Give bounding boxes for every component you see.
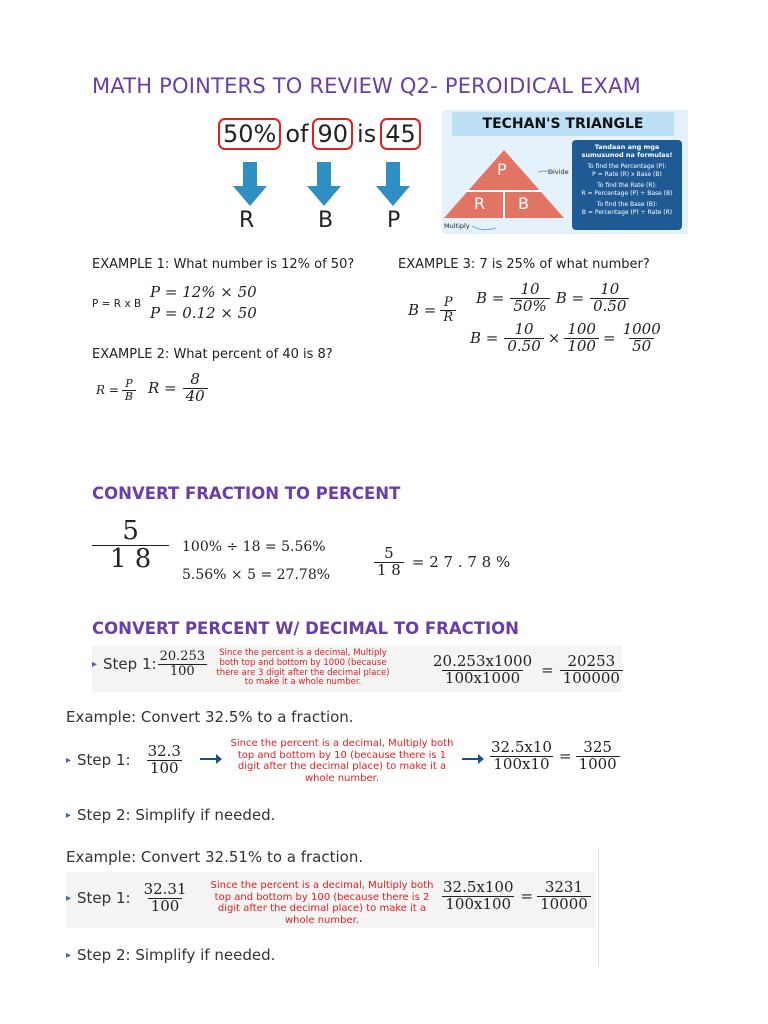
formula-1-title: To find the Percentage (P): [587,163,667,171]
step-a [92,650,208,678]
fraction-denominator: 100 [147,760,182,777]
example-1-question: EXAMPLE 1: What number is 12% of 50? [92,257,355,272]
is-word: is [357,120,377,148]
fraction-numerator: 10 [600,280,620,298]
fraction-numerator: 20253 [567,652,616,670]
of-word: of [285,120,309,148]
fraction-numerator: 20.253x1000 [433,652,533,670]
fraction-numerator: 100 [567,320,596,338]
step-2-label: Step 2: Simplify if needed. [77,946,276,964]
r-eq: R = [96,383,119,398]
fraction-step-2: 5.56% × 5 = 27.78% [182,567,331,583]
example-c-heading: Example: Convert 32.51% to a fraction. [66,848,364,866]
label-percentage: P [387,208,401,233]
fraction-numerator: 3231 [544,878,584,896]
p-over-r [440,296,456,324]
fraction-denominator: 100 [158,664,207,679]
example-c-calc [440,880,591,913]
b-eq: B = [476,289,505,308]
fraction [590,282,629,315]
divider [598,848,599,966]
right-arrow-icon [200,754,222,764]
example-b-step-1 [66,744,184,777]
times-sign: × [547,329,561,348]
fraction-numerator: 325 [583,738,612,756]
fraction [430,654,535,687]
down-arrow-icon [376,162,410,206]
fraction-numerator: 10 [514,320,534,338]
fraction-denominator: 10000 [537,896,591,913]
step-2-label: Step 2: Simplify if needed. [77,806,276,824]
b-eq: B = [555,289,585,308]
example-1-line-2: P = 0.12 × 50 [150,304,257,322]
fraction-denominator: 100x1000 [442,670,523,687]
fraction-denominator: 50 [629,338,654,355]
fraction [510,282,549,315]
r-eq: R = [148,379,177,398]
label-rate: R [239,208,255,233]
formula-box [572,140,682,230]
fraction-denominator: 1 8 [374,562,404,579]
example-b-note: Since the percent is a decimal, Multiply both top and bottom by 10 (because there is 1 digit after the decimal place) to make it a whole number. [230,738,454,784]
fraction [141,882,190,915]
percent-result: = 2 7 . 7 8 % [411,553,511,572]
fraction [504,322,543,355]
example-c-step-2 [66,946,275,964]
fraction-denominator: 1 8 [92,545,169,573]
fraction-denominator: 100x100 [442,896,514,913]
example-3-question: EXAMPLE 3: 7 is 25% of what number? [398,257,650,272]
example-2-calc [148,372,208,405]
bullet-icon: ▸ [66,892,72,904]
fraction-denominator: B [122,390,136,403]
fraction [157,650,209,678]
fraction [183,372,208,405]
percent-phrase [218,118,421,150]
b-eq: B = [470,329,499,348]
down-arrow-icon [233,162,267,206]
multiply-label: Multiply [444,222,470,230]
fraction-numerator: 20.253 [159,649,206,664]
example-3-b-eq: B = [408,301,437,320]
triangle-b: B [518,194,529,213]
fraction [145,744,184,777]
divide-label: Divide [548,168,569,176]
fraction-numerator: 32.3 [147,742,181,760]
fraction [488,740,555,773]
bullet-icon: ▸ [66,754,72,766]
formula-1: P = Rate (R) x Base (B) [592,170,662,178]
fraction-denominator: 40 [183,388,208,405]
p-over-b [122,378,136,402]
section-convert-fraction: CONVERT FRACTION TO PERCENT [92,484,401,503]
fraction-denominator: 100 [148,898,183,915]
step-a-note: Since the percent is a decimal, Multiply both top and bottom by 1000 (because there are 3 digit after the decimal place) to make it a whole number. [216,648,390,688]
step-label: Step 1: [77,751,131,770]
big-fraction [92,518,169,574]
triangle-r: R [474,194,486,213]
fraction [620,322,664,355]
equals-sign: = [602,329,616,348]
fraction-numerator: 1000 [622,320,661,338]
example-3-step-2 [470,322,664,355]
triangle-p: P [497,160,507,179]
equals-sign: = [541,661,554,680]
fraction-numerator: 32.31 [143,880,187,898]
example-c-step-1 [66,882,190,915]
fraction-step-1: 100% ÷ 18 = 5.56% [182,539,326,555]
example-2-formula [96,378,136,402]
fraction-denominator: 0.50 [590,298,629,315]
equals-sign: = [558,747,572,766]
triangle-diagram-icon [442,144,572,234]
fraction [564,322,599,355]
fraction-numerator: 8 [190,370,200,388]
step-label: Step 1: [103,655,157,674]
page-title: MATH POINTERS TO REVIEW Q2- PEROIDICAL EXAM [92,74,641,98]
fraction [440,880,517,913]
fraction-denominator: 100 [564,338,599,355]
example-b-heading: Example: Convert 32.5% to a fraction. [66,708,354,726]
fraction-numerator: 5 [384,544,394,562]
fraction-denominator: 0.50 [504,338,543,355]
fraction [560,654,623,687]
example-2-question: EXAMPLE 2: What percent of 40 is 8? [92,347,333,362]
fraction-denominator: 1000 [576,756,620,773]
triangle-header: TECHAN'S TRIANGLE [452,112,674,136]
example-b-step-2 [66,806,275,824]
fraction-denominator: R [440,310,456,325]
formula-3: B = Percentage (P) ÷ Rate (R) [581,208,673,216]
fraction-numerator: P [125,377,133,390]
example-1-formula: P = R x B [92,298,142,310]
fraction-denominator: 100000 [560,670,623,687]
down-arrow-icon [307,162,341,206]
fraction-numerator: 32.5x10 [491,738,552,756]
equals-sign: = [520,887,534,906]
percentage-box: 45 [380,118,421,150]
formula-2-title: To find the Rate (R): [597,182,657,190]
example-3-step-1 [476,282,629,315]
fraction [576,740,620,773]
bullet-icon: ▸ [92,658,98,670]
rate-box: 50% [218,118,281,150]
fraction-denominator: 100x10 [490,756,552,773]
step-a-calc [430,654,623,687]
techans-triangle-panel [442,110,688,234]
example-c-note: Since the percent is a decimal, Multiply both top and bottom by 100 (because there is 2 digit after the decimal place) to make it a whole number. [210,880,434,926]
label-base: B [318,208,334,233]
bullet-icon: ▸ [66,949,72,961]
example-1-line-1: P = 12% × 50 [150,283,257,301]
fraction [537,880,591,913]
formula-box-title: Tandaan ang mga sumusunod na formulas! [581,143,673,160]
fraction-numerator: 10 [520,280,540,298]
example-b-calc [488,740,620,773]
formula-2: R = Percentage (P) ÷ Base (B) [581,189,673,197]
small-fraction [374,546,404,579]
right-arrow-icon [462,754,484,764]
base-box: 90 [312,118,353,150]
fraction-numerator: P [443,295,453,310]
fraction-result [374,546,510,579]
step-label: Step 1: [77,889,131,908]
fraction-denominator: 50% [510,298,549,315]
example-3-formula [408,296,456,324]
fraction-numerator: 5 [122,516,139,546]
section-convert-percent: CONVERT PERCENT W/ DECIMAL TO FRACTION [92,619,519,638]
bullet-icon: ▸ [66,809,72,821]
fraction-numerator: 32.5x100 [443,878,514,896]
formula-3-title: To find the Base (B): [596,201,658,209]
